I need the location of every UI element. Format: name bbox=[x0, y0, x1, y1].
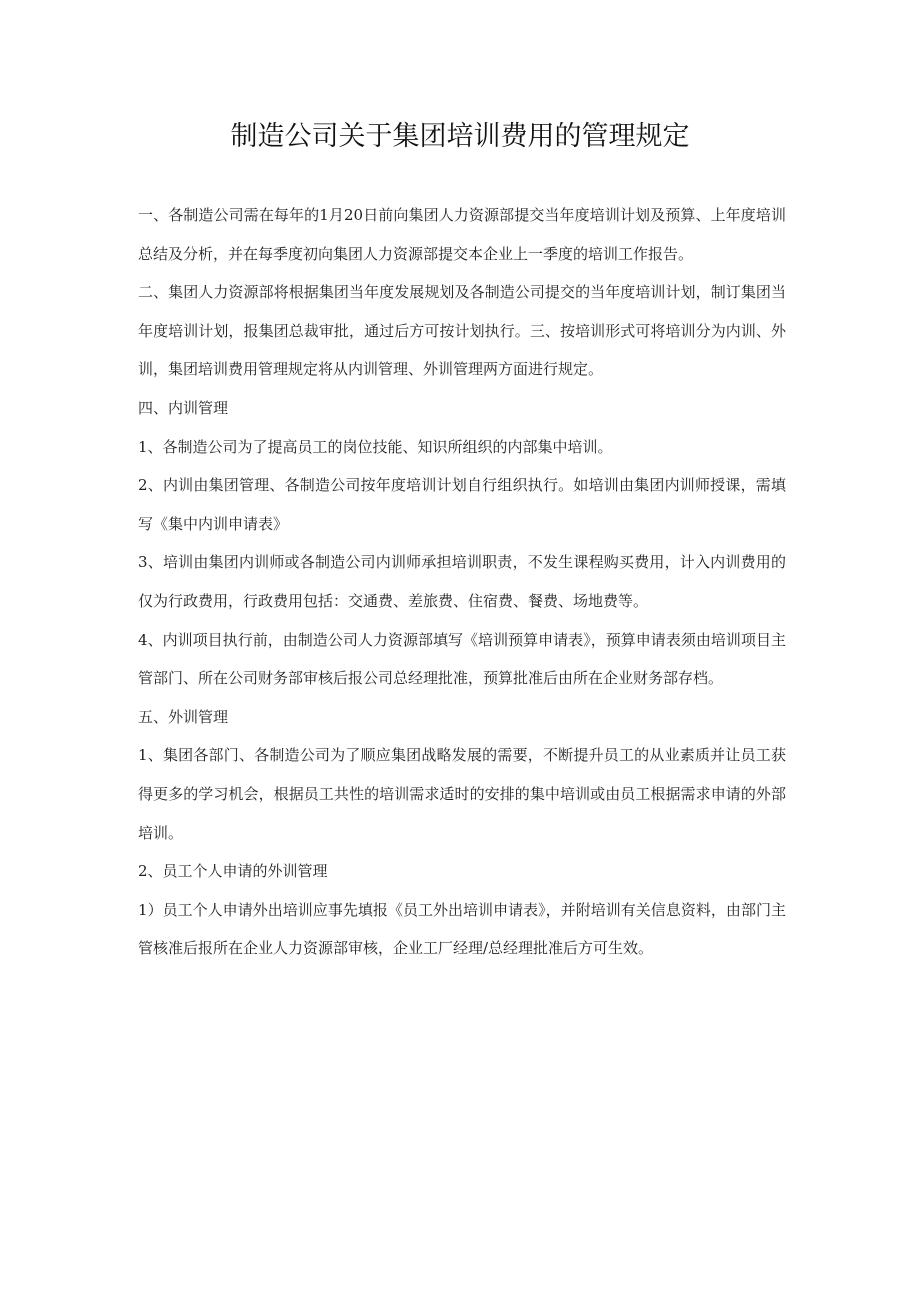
document-body bbox=[138, 196, 786, 968]
heading-external-training: 五、外训管理 bbox=[138, 707, 229, 726]
paragraph-external-2-1: 1）员工个人申请外出培训应事先填报《员工外出培训申请表》，并附培训有关信息资料，由部门主管核准后报所在企业人力资源部审核，企业工厂经理/总经理批准后方可生效。 bbox=[138, 900, 786, 958]
paragraph-internal-4: 4、内训项目执行前，由制造公司人力资源部填写《培训预算申请表》，预算申请表须由培训项目主管部门、所在公司财务部审核后报公司总经理批准，预算批准后由所在企业财务部存档。 bbox=[138, 630, 786, 688]
heading-internal-training: 四、内训管理 bbox=[138, 398, 229, 417]
paragraph-internal-1: 1、各制造公司为了提高员工的岗位技能、知识所组织的内部集中培训。 bbox=[138, 437, 613, 456]
paragraph-external-2: 2、员工个人申请的外训管理 bbox=[138, 862, 328, 881]
paragraph-external-1: 1、集团各部门、各制造公司为了顺应集团战略发展的需要，不断提升员工的从业素质并让员工获得更多的学习机会，根据员工共性的培训需求适时的安排的集中培训或由员工根据需求申请的外部培训。 bbox=[138, 746, 786, 842]
document-title: 制造公司关于集团培训费用的管理规定 bbox=[230, 121, 690, 152]
paragraph-section-2-3: 二、集团人力资源部将根据集团当年度发展规划及各制造公司提交的当年度培训计划，制订集团当年度培训计划，报集团总裁审批，通过后方可按计划执行。三、按培训形式可将培训分为内训、外训，集团培训费用管理规定将从内训管理、外训管理两方面进行规定。 bbox=[138, 283, 786, 379]
paragraph-internal-2: 2、内训由集团管理、各制造公司按年度培训计划自行组织执行。如培训由集团内训师授课，需填写《集中内训申请表》 bbox=[138, 476, 786, 533]
paragraph-section-1: 一、各制造公司需在每年的1月20日前向集团人力资源部提交当年度培训计划及预算、上年度培训总结及分析，并在每季度初向集团人力资源部提交本企业上一季度的培训工作报告。 bbox=[138, 206, 786, 263]
paragraph-internal-3: 3、培训由集团内训师或各制造公司内训师承担培训职责，不发生课程购买费用，计入内训费用的仅为行政费用，行政费用包括：交通费、差旅费、住宿费、餐费、场地费等。 bbox=[138, 553, 786, 610]
